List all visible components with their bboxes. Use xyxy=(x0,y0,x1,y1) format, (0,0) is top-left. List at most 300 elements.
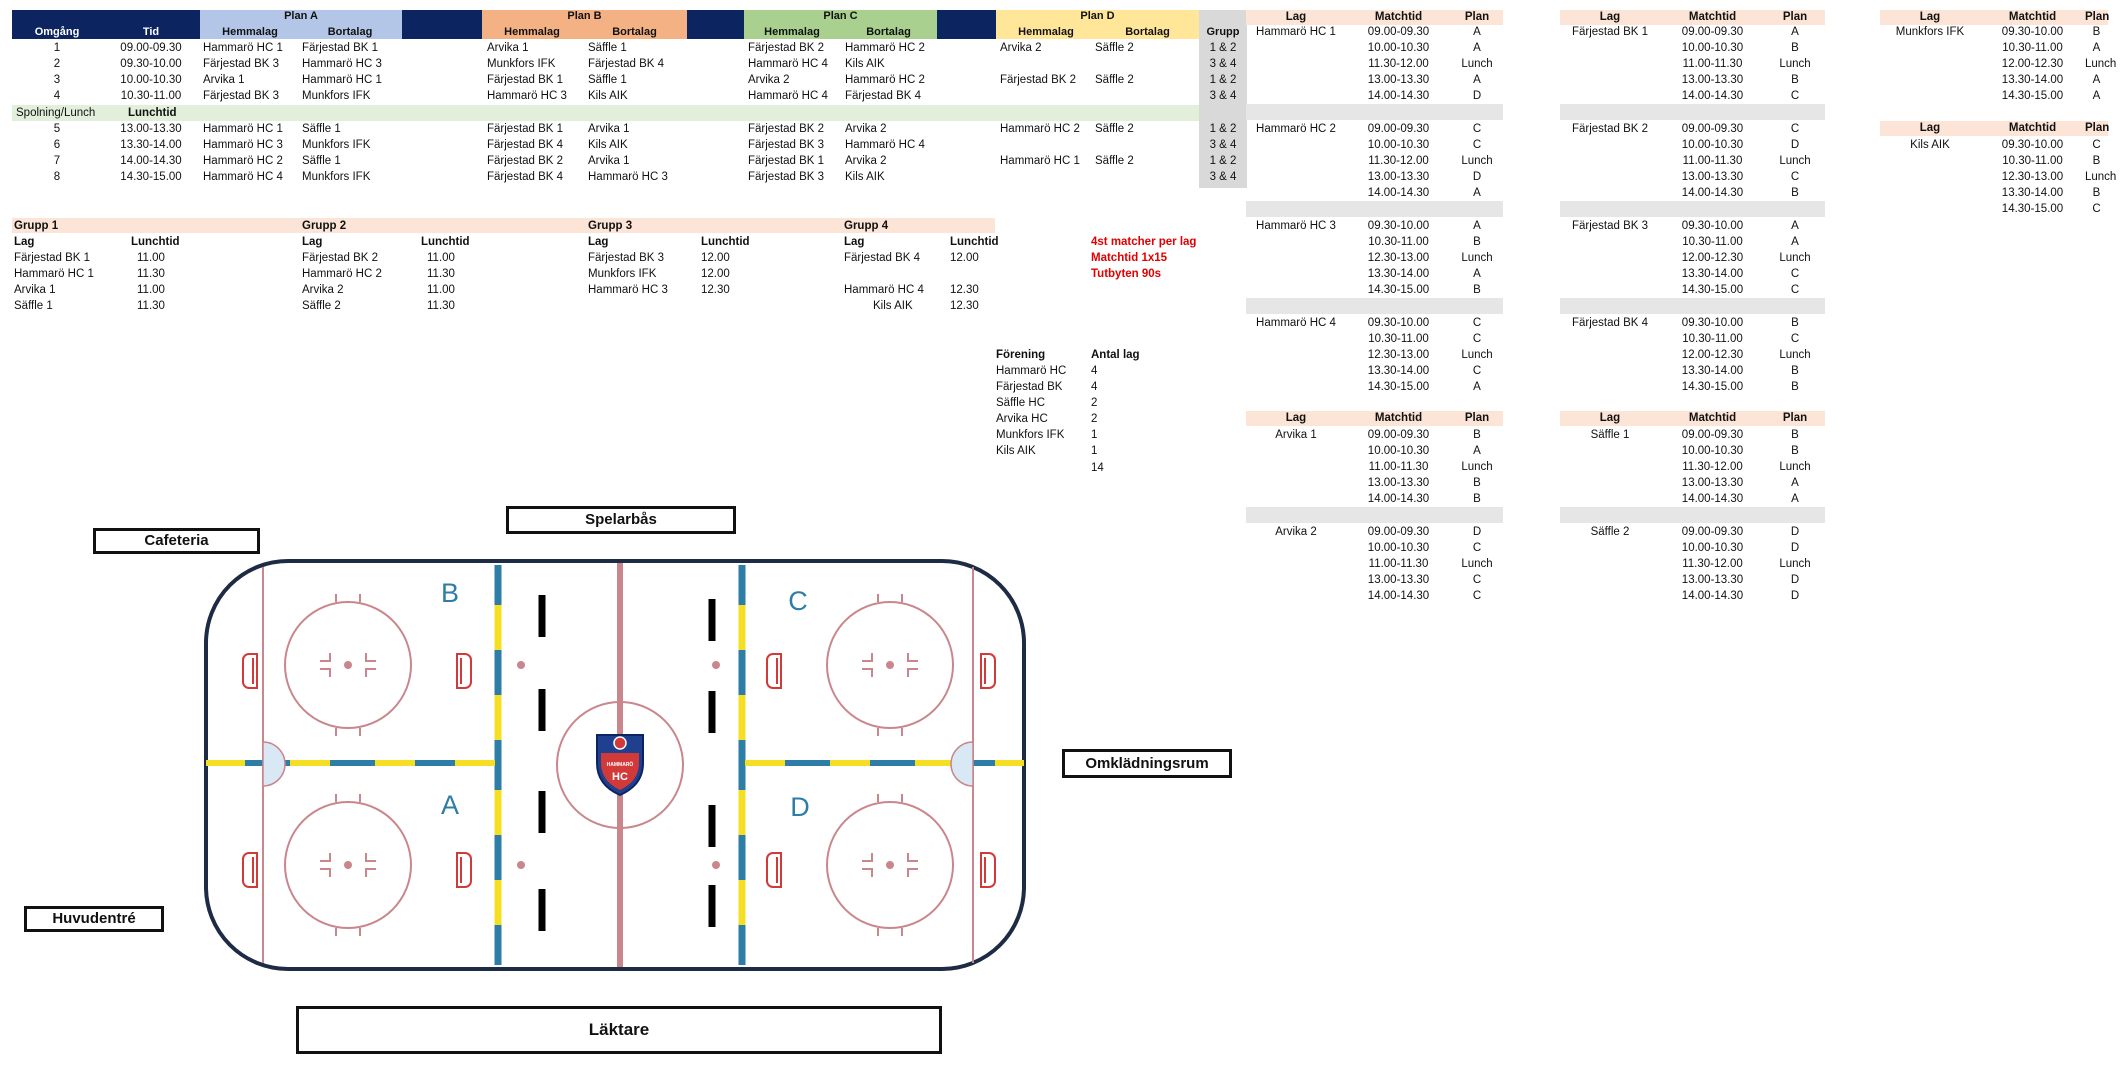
team-match-time: 09.00-09.30 xyxy=(1367,429,1430,441)
logo-text-top: HAMMARÖ xyxy=(606,762,634,768)
team-match-time: 12.00-12.30 xyxy=(2001,58,2064,70)
plan-a-home-team: Hammarö HC 1 xyxy=(203,42,283,54)
group-col-lag: Lag xyxy=(844,236,865,248)
team-plan: C xyxy=(1790,123,1800,135)
team-plan: A xyxy=(1473,220,1481,232)
clubs-total: 14 xyxy=(1091,462,1104,474)
group-team: Hammarö HC 1 xyxy=(14,268,94,280)
group-team: Hammarö HC 2 xyxy=(302,268,382,280)
group-team: Arvika 2 xyxy=(302,284,344,296)
team-header-lag: Lag xyxy=(1599,11,1621,23)
round-number: 2 xyxy=(53,58,61,70)
round-group: 1 & 2 xyxy=(1209,123,1237,135)
group-col-lunch: Lunchtid xyxy=(131,236,180,248)
group-title: Grupp 3 xyxy=(588,220,633,232)
plan-c-home-team: Färjestad BK 3 xyxy=(748,171,825,183)
ice-rink xyxy=(200,555,1030,975)
round-group: 3 & 4 xyxy=(1209,90,1237,102)
team-match-time: 12.30-13.00 xyxy=(2001,171,2064,183)
club-name: Hammarö HC xyxy=(996,365,1067,377)
team-match-time: 13.00-13.30 xyxy=(1367,477,1430,489)
plan-b-away-team: Hammarö HC 3 xyxy=(588,171,668,183)
team-match-time: 13.30-14.00 xyxy=(1681,268,1744,280)
plan-b-away-team: Kils AIK xyxy=(588,90,628,102)
round-group: 3 & 4 xyxy=(1209,139,1237,151)
team-plan: C xyxy=(1472,139,1482,151)
team-plan: C xyxy=(2092,139,2101,151)
team-plan: A xyxy=(1473,42,1481,54)
team-match-time: 09.00-09.30 xyxy=(1681,123,1744,135)
plan-d-away-team: Säffle 2 xyxy=(1095,74,1134,86)
group-col-lag: Lag xyxy=(302,236,323,248)
team-name: Färjestad BK 1 xyxy=(1571,26,1649,38)
team-match-time: 09.30-10.00 xyxy=(1681,220,1744,232)
plan-b-away: Bortalag xyxy=(612,26,657,38)
team-plan: B xyxy=(1473,477,1481,489)
group-team: Färjestad BK 2 xyxy=(302,252,379,264)
team-plan: D xyxy=(1472,90,1482,102)
club-team-count: 1 xyxy=(1091,445,1098,457)
plan-a-away-team: Färjestad BK 1 xyxy=(302,42,379,54)
group-lunch-time: 11.00 xyxy=(137,252,165,264)
round-number: 6 xyxy=(53,139,61,151)
plan-a-home: Hemmalag xyxy=(222,26,278,38)
team-header-plan: Plan xyxy=(2085,11,2110,23)
team-match-time: 12.00-12.30 xyxy=(1681,252,1744,264)
team-match-time: 10.00-10.30 xyxy=(1367,542,1430,554)
team-plan: A xyxy=(2092,74,2101,86)
team-plan: C xyxy=(1790,90,1800,102)
team-plan: C xyxy=(1472,123,1482,135)
plan-b-away-team: Säffle 1 xyxy=(588,74,627,86)
team-plan: A xyxy=(1791,220,1799,232)
plan-c-home-team: Arvika 2 xyxy=(748,74,790,86)
plan-c-away-team: Hammarö HC 2 xyxy=(845,74,925,86)
team-match-time: 10.00-10.30 xyxy=(1367,445,1430,457)
plan-b-home-team: Hammarö HC 3 xyxy=(487,90,567,102)
group-lunch-time: 11.30 xyxy=(137,268,165,280)
plan-a-home-team: Hammarö HC 2 xyxy=(203,155,283,167)
team-match-time: 10.00-10.30 xyxy=(1681,139,1744,151)
plan-d-away-team: Säffle 2 xyxy=(1095,42,1134,54)
team-match-time: 10.00-10.30 xyxy=(1681,42,1744,54)
note-matchtime: Matchtid 1x15 xyxy=(1091,252,1168,264)
group-team: Säffle 2 xyxy=(302,300,341,312)
round-number: 3 xyxy=(53,74,61,86)
lunch-row-bg xyxy=(12,105,1199,121)
plan-d-home-team: Hammarö HC 2 xyxy=(1000,123,1080,135)
huvudentre-label: Huvudentré xyxy=(24,906,164,932)
header-bg-gap-1 xyxy=(402,10,482,39)
plan-a-home-team: Hammarö HC 4 xyxy=(203,171,283,183)
team-separator xyxy=(1560,507,1825,523)
round-group: 1 & 2 xyxy=(1209,74,1237,86)
team-plan: Lunch xyxy=(1779,349,1811,361)
round-number: 1 xyxy=(53,42,61,54)
team-name: Hammarö HC 2 xyxy=(1256,123,1336,135)
team-plan: B xyxy=(2092,155,2101,167)
plan-d-title: Plan D xyxy=(1080,10,1115,22)
plan-c-home-team: Färjestad BK 2 xyxy=(748,42,825,54)
team-name: Färjestad BK 3 xyxy=(1571,220,1649,232)
header-bg-gap-3 xyxy=(937,10,996,39)
lunch-label: Spolning/Lunch xyxy=(16,107,96,119)
team-plan: B xyxy=(1791,317,1799,329)
team-plan: Lunch xyxy=(1461,349,1493,361)
team-match-time: 13.00-13.30 xyxy=(1681,574,1744,586)
plan-a-home-team: Arvika 1 xyxy=(203,74,245,86)
plan-b-home-team: Färjestad BK 1 xyxy=(487,123,564,135)
plan-c-away-team: Kils AIK xyxy=(845,58,885,70)
team-plan: A xyxy=(1791,236,1799,248)
team-match-time: 14.30-15.00 xyxy=(2001,203,2064,215)
team-match-time: 13.00-13.30 xyxy=(1681,171,1744,183)
plan-c-home-team: Färjestad BK 3 xyxy=(748,139,825,151)
team-plan: C xyxy=(1790,268,1800,280)
round-group: 3 & 4 xyxy=(1209,58,1237,70)
round-time: 13.30-14.00 xyxy=(120,139,182,151)
plan-a-away-team: Säffle 1 xyxy=(302,155,341,167)
team-match-time: 09.30-10.00 xyxy=(1367,220,1430,232)
team-match-time: 09.00-09.30 xyxy=(1681,26,1744,38)
zone-d: D xyxy=(790,792,810,822)
team-match-time: 09.00-09.30 xyxy=(1367,123,1430,135)
note-shift: Tutbyten 90s xyxy=(1091,268,1162,280)
round-time: 14.00-14.30 xyxy=(120,155,182,167)
team-match-time: 10.30-11.00 xyxy=(1368,236,1429,248)
team-name: Hammarö HC 4 xyxy=(1256,317,1336,329)
plan-c-home-team: Hammarö HC 4 xyxy=(748,90,828,102)
plan-d-home: Hemmalag xyxy=(1018,26,1074,38)
plan-c-home-team: Färjestad BK 1 xyxy=(748,155,825,167)
plan-b-away-team: Arvika 1 xyxy=(588,155,630,167)
team-plan: A xyxy=(1473,187,1481,199)
round-time: 10.00-10.30 xyxy=(120,74,182,86)
round-time: 14.30-15.00 xyxy=(120,171,182,183)
plan-c-away-team: Kils AIK xyxy=(845,171,885,183)
team-separator xyxy=(1560,201,1825,217)
group-lunch-time: 11.30 xyxy=(137,300,165,312)
plan-a-away-team: Säffle 1 xyxy=(302,123,341,135)
team-plan: C xyxy=(1790,171,1800,183)
club-name: Munkfors IFK xyxy=(996,429,1065,441)
team-plan: A xyxy=(1791,26,1799,38)
team-plan: B xyxy=(1473,493,1481,505)
team-match-time: 11.00-11.30 xyxy=(1368,558,1429,570)
plan-a-home-team: Färjestad BK 3 xyxy=(203,58,280,70)
team-plan: Lunch xyxy=(1779,558,1811,570)
team-header-matchtid: Matchtid xyxy=(1374,412,1423,424)
team-match-time: 14.30-15.00 xyxy=(2001,90,2064,102)
team-plan: A xyxy=(1473,26,1481,38)
group-col-lag: Lag xyxy=(588,236,609,248)
team-plan: Lunch xyxy=(1461,558,1493,570)
group-team: Arvika 1 xyxy=(14,284,56,296)
plan-a-away: Bortalag xyxy=(327,26,373,38)
group-title: Grupp 4 xyxy=(844,220,889,232)
team-header-lag: Lag xyxy=(1919,122,1941,134)
club-team-count: 2 xyxy=(1091,413,1098,425)
round-number: 4 xyxy=(53,90,61,102)
team-plan: C xyxy=(1472,333,1482,345)
team-header-plan: Plan xyxy=(1782,11,1808,23)
team-match-time: 11.30-12.00 xyxy=(1368,58,1429,70)
round-number: 5 xyxy=(53,123,61,135)
team-plan: A xyxy=(2092,90,2101,102)
group-lunch-time: 11.00 xyxy=(427,284,455,296)
team-match-time: 14.00-14.30 xyxy=(1681,590,1744,602)
zone-b: B xyxy=(440,578,460,608)
team-match-time: 10.00-10.30 xyxy=(1367,139,1430,151)
team-name: Hammarö HC 1 xyxy=(1256,26,1336,38)
team-match-time: 14.30-15.00 xyxy=(1681,381,1744,393)
note-matches: 4st matcher per lag xyxy=(1091,236,1197,248)
group-team: Kils AIK xyxy=(873,300,913,312)
group-lunch-time: 11.00 xyxy=(137,284,165,296)
team-separator xyxy=(1560,104,1825,120)
group-team: Hammarö HC 4 xyxy=(844,284,924,296)
plan-c-away-team: Hammarö HC 2 xyxy=(845,42,925,54)
team-name: Hammarö HC 3 xyxy=(1256,220,1336,232)
team-plan: Lunch xyxy=(2085,171,2117,183)
team-header-matchtid: Matchtid xyxy=(1688,11,1737,23)
team-plan: C xyxy=(1790,333,1800,345)
plan-a-home-team: Hammarö HC 3 xyxy=(203,139,283,151)
team-match-time: 14.00-14.30 xyxy=(1681,90,1744,102)
team-match-time: 13.00-13.30 xyxy=(1681,74,1744,86)
team-separator xyxy=(1560,298,1825,314)
group-lunch-time: 11.30 xyxy=(427,268,455,280)
plan-d-home-team: Färjestad BK 2 xyxy=(1000,74,1077,86)
plan-a-title: Plan A xyxy=(284,10,318,22)
clubs-col-forening: Förening xyxy=(996,349,1046,361)
team-match-time: 12.30-13.00 xyxy=(1367,349,1430,361)
zone-a: A xyxy=(440,790,460,820)
team-match-time: 12.30-13.00 xyxy=(1367,252,1430,264)
plan-b-home-team: Färjestad BK 2 xyxy=(487,155,564,167)
team-plan: B xyxy=(1473,429,1481,441)
plan-b-away-team: Arvika 1 xyxy=(588,123,630,135)
team-plan: A xyxy=(1473,445,1481,457)
team-name: Säffle 2 xyxy=(1590,526,1630,538)
club-name: Kils AIK xyxy=(996,445,1036,457)
team-match-time: 12.00-12.30 xyxy=(1681,349,1744,361)
team-plan: B xyxy=(1791,42,1799,54)
omkladningsrum-label: Omklädningsrum xyxy=(1062,749,1232,778)
team-separator xyxy=(1246,104,1503,120)
club-team-count: 1 xyxy=(1091,429,1098,441)
team-name: Färjestad BK 4 xyxy=(1571,317,1649,329)
team-match-time: 14.00-14.30 xyxy=(1367,90,1430,102)
col-grupp: Grupp xyxy=(1206,26,1240,38)
team-plan: Lunch xyxy=(1461,461,1493,473)
club-name: Arvika HC xyxy=(996,413,1048,425)
group-lunch-time: 12.30 xyxy=(950,284,979,296)
team-plan: A xyxy=(1473,268,1481,280)
lunch-col-label: Lunchtid xyxy=(128,107,177,119)
group-lunch-time: 11.00 xyxy=(427,252,455,264)
team-plan: A xyxy=(2092,42,2101,54)
team-plan: B xyxy=(2092,26,2101,38)
team-plan: C xyxy=(1472,542,1482,554)
team-plan: D xyxy=(1790,574,1800,586)
team-plan: B xyxy=(1791,187,1799,199)
plan-c-home: Hemmalag xyxy=(764,26,820,38)
team-match-time: 13.30-14.00 xyxy=(2001,74,2064,86)
team-match-time: 13.00-13.30 xyxy=(1367,74,1430,86)
team-match-time: 14.30-15.00 xyxy=(1367,284,1430,296)
team-plan: Lunch xyxy=(1461,58,1493,70)
team-match-time: 09.00-09.30 xyxy=(1681,429,1744,441)
zone-c: C xyxy=(788,586,808,616)
round-number: 8 xyxy=(53,171,61,183)
team-name: Arvika 2 xyxy=(1275,526,1317,538)
club-name: Säffle HC xyxy=(996,397,1046,409)
team-plan: B xyxy=(1473,236,1481,248)
team-plan: D xyxy=(1790,139,1800,151)
team-match-time: 13.00-13.30 xyxy=(1681,477,1744,489)
team-match-time: 09.00-09.30 xyxy=(1367,26,1430,38)
team-match-time: 14.00-14.30 xyxy=(1681,187,1744,199)
team-plan: Lunch xyxy=(1779,461,1811,473)
plan-b-home: Hemmalag xyxy=(504,26,560,38)
team-match-time: 13.00-13.30 xyxy=(1367,171,1430,183)
group-lunch-time: 12.00 xyxy=(950,252,979,264)
team-match-time: 11.30-12.00 xyxy=(1368,155,1429,167)
team-plan: A xyxy=(1473,74,1481,86)
team-plan: B xyxy=(1473,284,1481,296)
club-name: Färjestad BK xyxy=(996,381,1063,393)
team-plan: Lunch xyxy=(1461,155,1493,167)
group-lunch-time: 12.00 xyxy=(701,268,730,280)
team-header-lag: Lag xyxy=(1285,11,1307,23)
team-match-time: 13.30-14.00 xyxy=(1367,365,1430,377)
plan-a-away-team: Munkfors IFK xyxy=(302,90,371,102)
team-plan: C xyxy=(1472,365,1482,377)
plan-c-home-team: Färjestad BK 2 xyxy=(748,123,825,135)
team-header-matchtid: Matchtid xyxy=(1374,11,1423,23)
team-plan: B xyxy=(1791,381,1799,393)
plan-c-home-team: Hammarö HC 4 xyxy=(748,58,828,70)
team-plan: C xyxy=(1790,284,1800,296)
group-team: Färjestad BK 3 xyxy=(588,252,665,264)
group-lunch-time: 12.00 xyxy=(701,252,730,264)
team-match-time: 09.00-09.30 xyxy=(1681,526,1744,538)
plan-a-away-team: Munkfors IFK xyxy=(302,139,371,151)
plan-a-away-team: Munkfors IFK xyxy=(302,171,371,183)
plan-d-home-team: Hammarö HC 1 xyxy=(1000,155,1080,167)
team-match-time: 10.00-10.30 xyxy=(1681,445,1744,457)
team-plan: Lunch xyxy=(2085,58,2117,70)
plan-b-home-team: Färjestad BK 1 xyxy=(487,74,564,86)
club-team-count: 4 xyxy=(1091,365,1098,377)
col-omgang: Omgång xyxy=(34,26,80,38)
team-match-time: 09.30-10.00 xyxy=(2001,139,2064,151)
team-plan: C xyxy=(1472,317,1482,329)
team-separator xyxy=(1246,201,1503,217)
group-lunch-time: 11.30 xyxy=(427,300,455,312)
round-time: 09.00-09.30 xyxy=(120,42,182,54)
group-team: Munkfors IFK xyxy=(588,268,657,280)
team-match-time: 14.00-14.30 xyxy=(1367,590,1430,602)
plan-c-away-team: Arvika 2 xyxy=(845,155,887,167)
team-match-time: 14.00-14.30 xyxy=(1367,187,1430,199)
plan-a-home-team: Hammarö HC 1 xyxy=(203,123,283,135)
team-match-time: 11.00-11.30 xyxy=(1682,58,1743,70)
col-tid: Tid xyxy=(142,26,160,38)
plan-a-away-team: Hammarö HC 3 xyxy=(302,58,382,70)
group-team: Färjestad BK 1 xyxy=(14,252,91,264)
team-plan: Lunch xyxy=(1461,252,1493,264)
team-match-time: 10.30-11.00 xyxy=(2002,155,2063,167)
team-match-time: 13.30-14.00 xyxy=(1681,365,1744,377)
plan-d-away-team: Säffle 2 xyxy=(1095,123,1134,135)
team-match-time: 14.00-14.30 xyxy=(1367,493,1430,505)
team-header-plan: Plan xyxy=(1464,412,1490,424)
team-name: Färjestad BK 2 xyxy=(1571,123,1649,135)
plan-c-away-team: Färjestad BK 4 xyxy=(845,90,922,102)
team-name: Säffle 1 xyxy=(1590,429,1630,441)
logo-text-bottom: HC xyxy=(612,771,628,783)
cafeteria-label: Cafeteria xyxy=(93,528,260,554)
group-team: Hammarö HC 3 xyxy=(588,284,668,296)
team-name: Arvika 1 xyxy=(1275,429,1317,441)
team-match-time: 10.30-11.00 xyxy=(1368,333,1429,345)
group-col-lunch: Lunchtid xyxy=(950,236,999,248)
team-header-plan: Plan xyxy=(1782,412,1808,424)
round-time: 13.00-13.30 xyxy=(120,123,182,135)
plan-d-away-team: Säffle 2 xyxy=(1095,155,1134,167)
round-group: 3 & 4 xyxy=(1209,171,1237,183)
round-group: 1 & 2 xyxy=(1209,155,1237,167)
team-plan: B xyxy=(2092,187,2101,199)
team-plan: A xyxy=(1473,381,1481,393)
team-header-plan: Plan xyxy=(1464,11,1490,23)
group-lunch-time: 12.30 xyxy=(950,300,979,312)
plan-c-away-team: Hammarö HC 4 xyxy=(845,139,925,151)
team-match-time: 11.00-11.30 xyxy=(1682,155,1743,167)
team-plan: C xyxy=(1472,590,1482,602)
laktare-label: Läktare xyxy=(296,1006,942,1054)
group-title: Grupp 2 xyxy=(302,220,347,232)
plan-b-home-team: Munkfors IFK xyxy=(487,58,556,70)
spelarbas-label: Spelarbås xyxy=(506,506,736,534)
club-team-count: 4 xyxy=(1091,381,1098,393)
team-plan: D xyxy=(1472,171,1482,183)
team-header-matchtid: Matchtid xyxy=(1688,412,1737,424)
team-plan: A xyxy=(1791,477,1799,489)
plan-d-home-team: Arvika 2 xyxy=(1000,42,1042,54)
club-team-count: 2 xyxy=(1091,397,1098,409)
team-match-time: 10.30-11.00 xyxy=(1682,236,1743,248)
team-match-time: 14.30-15.00 xyxy=(1681,284,1744,296)
team-match-time: 10.30-11.00 xyxy=(1682,333,1743,345)
team-plan: B xyxy=(1791,74,1799,86)
plan-a-home-team: Färjestad BK 3 xyxy=(203,90,280,102)
plan-d-away: Bortalag xyxy=(1125,26,1170,38)
round-time: 09.30-10.00 xyxy=(120,58,182,70)
team-match-time: 09.30-10.00 xyxy=(2001,26,2064,38)
plan-b-away-team: Säffle 1 xyxy=(588,42,627,54)
team-plan: B xyxy=(1791,445,1799,457)
team-plan: D xyxy=(1790,590,1800,602)
team-match-time: 13.30-14.00 xyxy=(2001,187,2064,199)
team-plan: B xyxy=(1791,365,1799,377)
team-header-lag: Lag xyxy=(1919,11,1941,23)
header-bg-gap-2 xyxy=(687,10,744,39)
team-plan: Lunch xyxy=(1779,155,1811,167)
plan-b-home-team: Arvika 1 xyxy=(487,42,529,54)
